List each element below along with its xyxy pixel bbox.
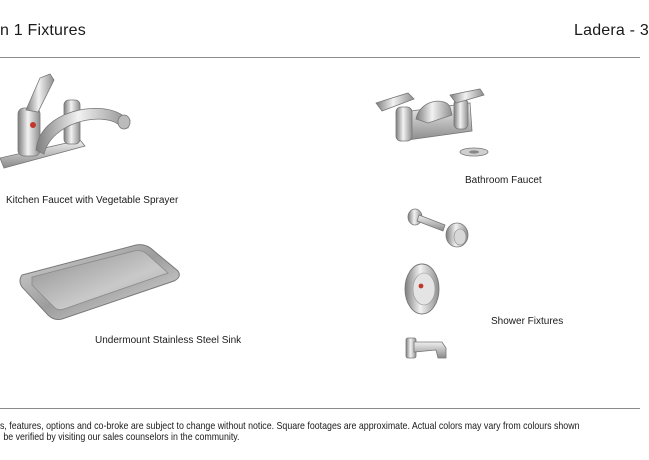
shower-valve-image [402, 262, 442, 316]
footer-divider [0, 408, 640, 409]
shower-fixtures-caption: Shower Fixtures [491, 316, 564, 327]
kitchen-faucet-caption: Kitchen Faucet with Vegetable Sprayer [6, 195, 179, 206]
tub-spout-image [404, 334, 448, 362]
community-name: Ladera - 3 [574, 22, 649, 39]
bathroom-faucet-caption: Bathroom Faucet [465, 175, 542, 186]
disclaimer [0, 421, 638, 443]
page-title: n 1 Fixtures [0, 22, 86, 39]
sink-caption: Undermount Stainless Steel Sink [95, 335, 242, 346]
stainless-sink-image [18, 243, 183, 323]
header-divider [0, 57, 640, 58]
disclaimer-line-1: s, features, options and co-broke are subject to change without notice. Square footages are approximate. Actual colors may vary from colours shown [0, 420, 580, 432]
shower-head-image [405, 207, 473, 252]
kitchen-faucet-image [0, 70, 140, 185]
disclaimer-line-2: be verified by visiting our sales counselors in the community. [3, 431, 240, 443]
bathroom-faucet-image [372, 85, 487, 160]
